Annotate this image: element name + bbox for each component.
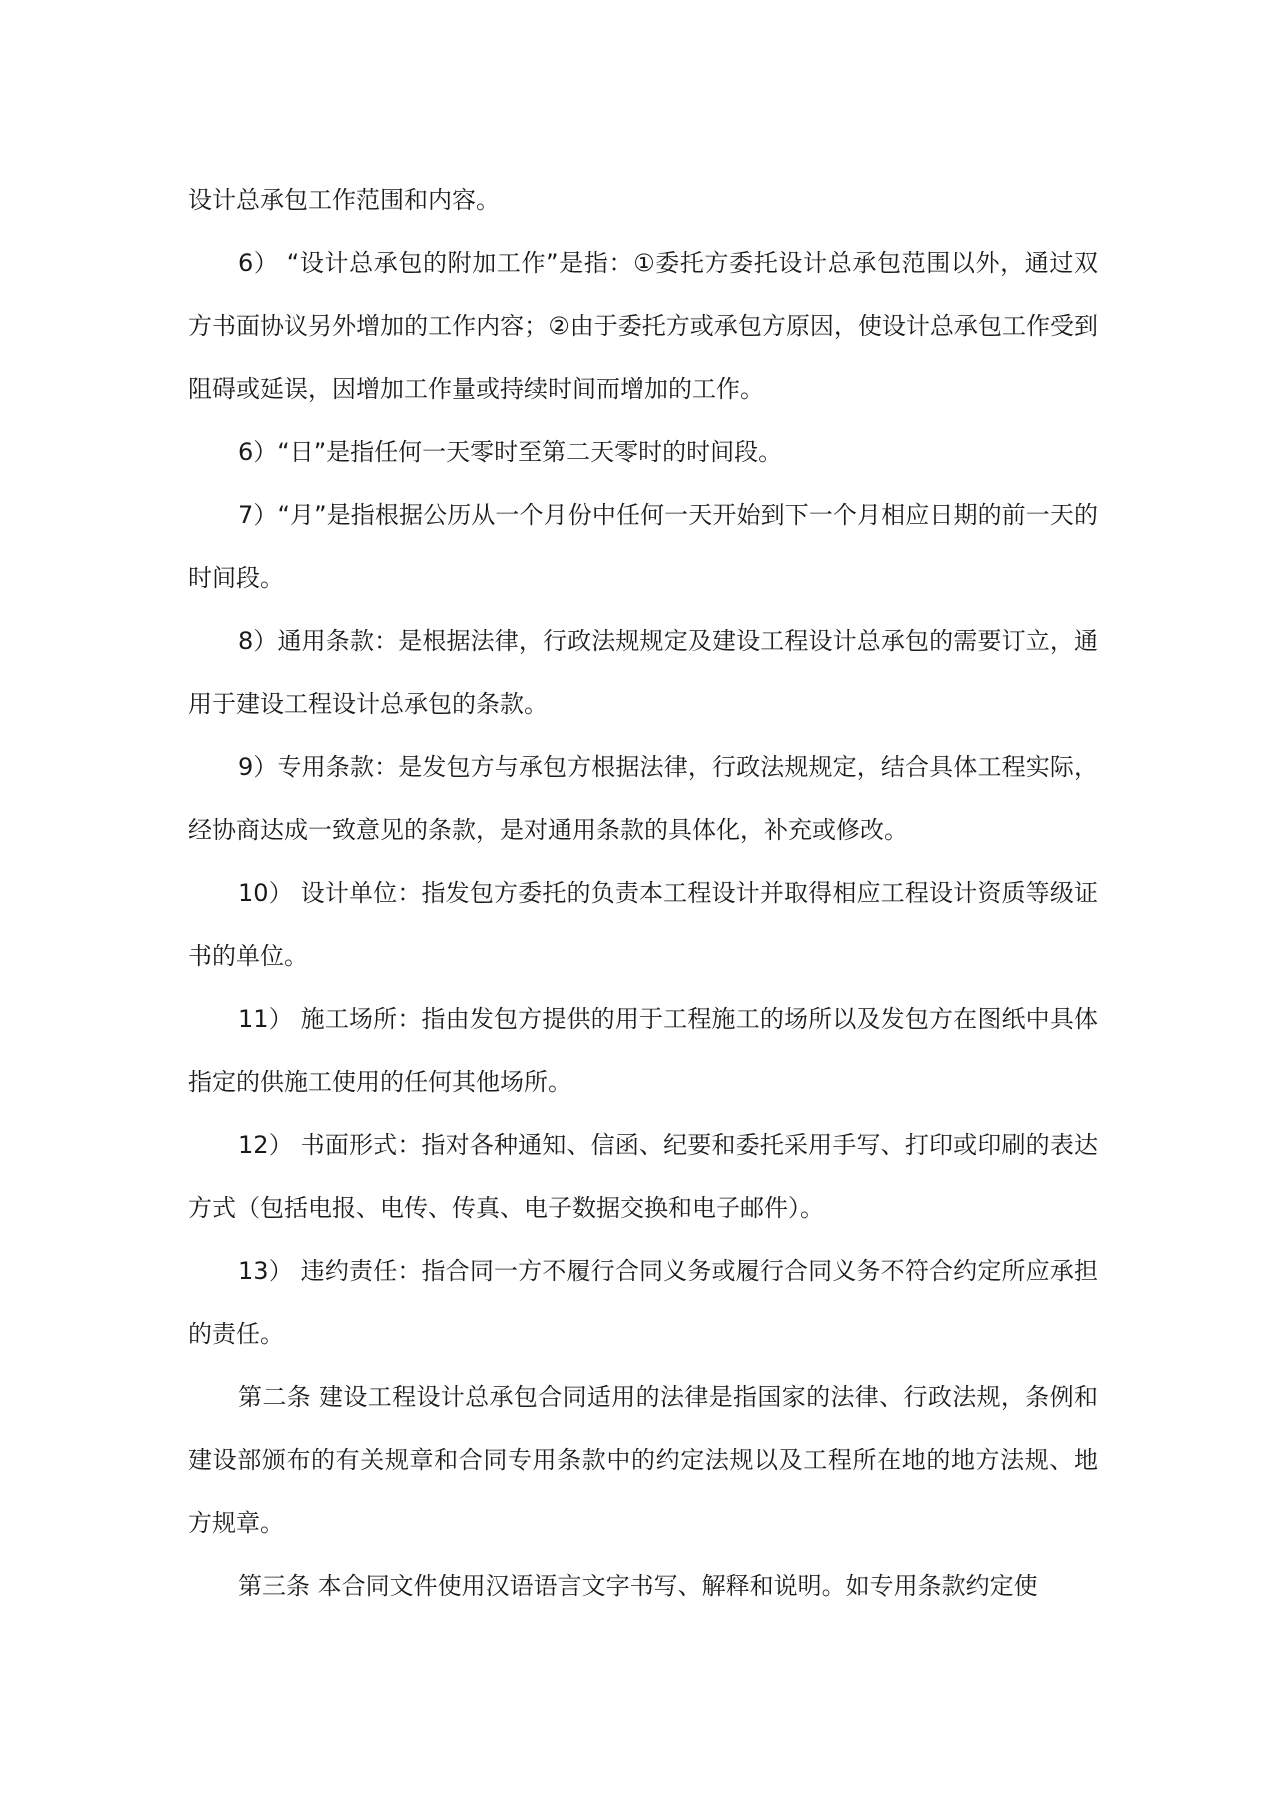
paragraph-written-form: 12） 书面形式：指对各种通知、信函、纪要和委托采用手写、打印或印刷的表达方式（包括电报、电传、传真、电子数据交换和电子邮件）。 xyxy=(188,1131,1098,1222)
paragraph-liability: 13） 违约责任：指合同一方不履行合同义务或履行合同义务不符合约定所应承担的责任。 xyxy=(188,1257,1098,1348)
paragraph-design-unit: 10） 设计单位：指发包方委托的负责本工程设计并取得相应工程设计资质等级证书的单位。 xyxy=(188,879,1098,970)
paragraph-article-two: 第二条 建设工程设计总承包合同适用的法律是指国家的法律、行政法规，条例和建设部颁布的有关规章和合同专用条款中的约定法规以及工程所在地的地方法规、地方规章。 xyxy=(188,1383,1098,1537)
paragraph-general-terms: 8）通用条款：是根据法律，行政法规规定及建设工程设计总承包的需要订立，通用于建设工程设计总承包的条款。 xyxy=(188,627,1098,718)
paragraph-additional-work: 6） “设计总承包的附加工作”是指：①委托方委托设计总承包范围以外，通过双方书面协议另外增加的工作内容；②由于委托方或承包方原因，使设计总承包工作受到阻碍或延误，因增加工作量或持续时间而增加的工作。 xyxy=(188,249,1098,403)
paragraph-scope-continuation: 设计总承包工作范围和内容。 xyxy=(188,186,500,214)
document-body xyxy=(188,169,1098,1618)
paragraph-construction-site: 11） 施工场所：指由发包方提供的用于工程施工的场所以及发包方在图纸中具体指定的供施工使用的任何其他场所。 xyxy=(188,1005,1098,1096)
paragraph-month-definition: 7）“月”是指根据公历从一个月份中任何一天开始到下一个月相应日期的前一天的时间段。 xyxy=(188,501,1098,592)
paragraph-special-terms: 9）专用条款：是发包方与承包方根据法律，行政法规规定，结合具体工程实际， 经协商达成一致意见的条款，是对通用条款的具体化，补充或修改。 xyxy=(188,753,1098,844)
paragraph-article-three: 第三条 本合同文件使用汉语语言文字书写、解释和说明。如专用条款约定使 xyxy=(238,1572,1038,1600)
paragraph-day-definition: 6）“日”是指任何一天零时至第二天零时的时间段。 xyxy=(238,438,783,466)
